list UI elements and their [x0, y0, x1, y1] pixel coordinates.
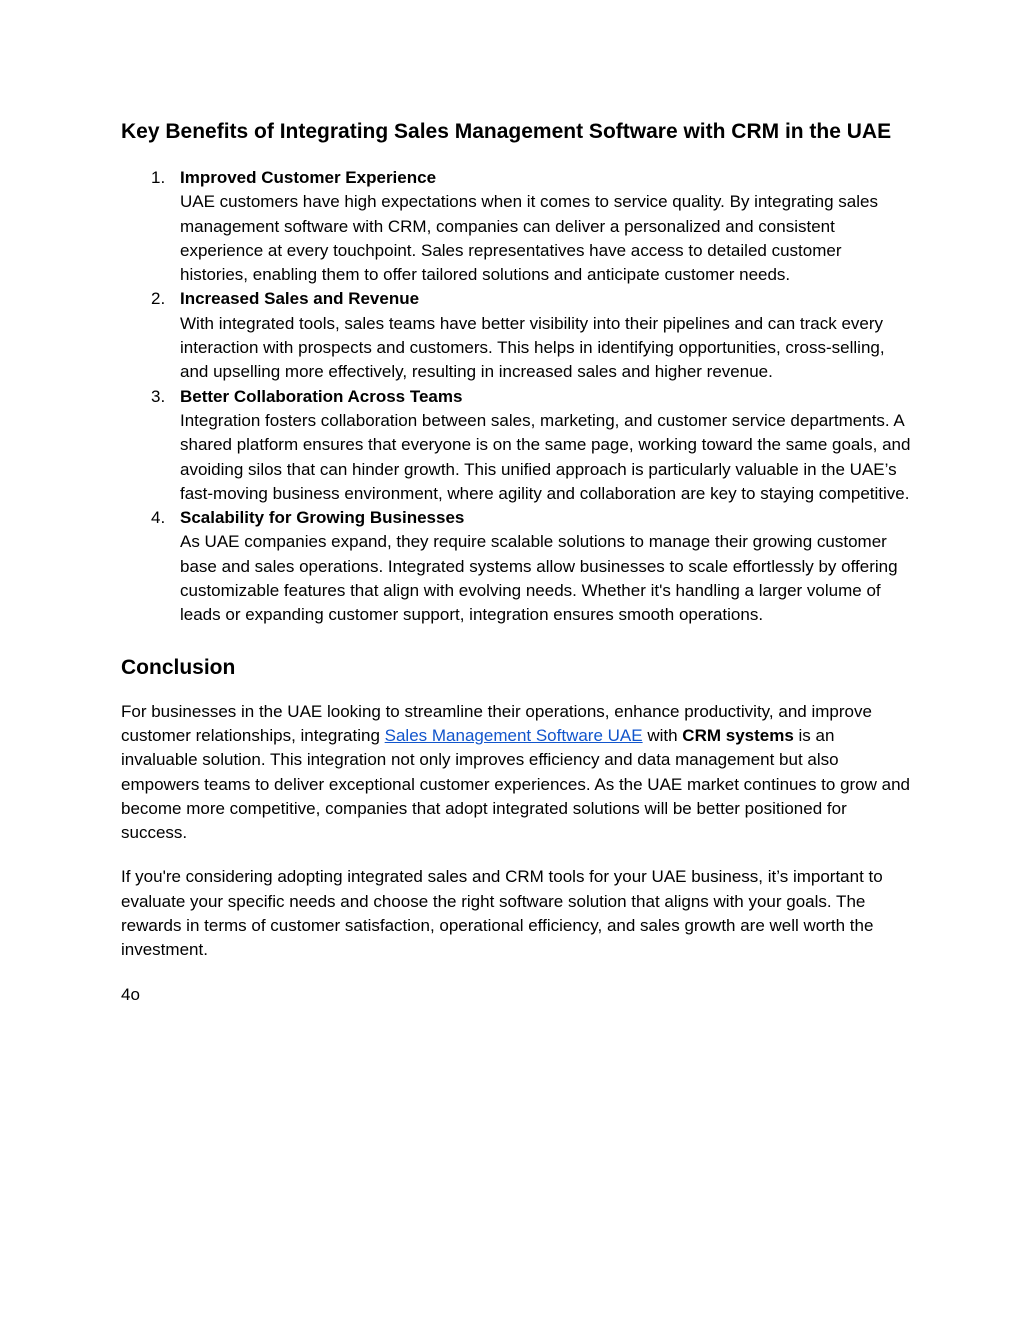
list-item-title: Scalability for Growing Businesses — [180, 508, 465, 528]
list-item-title: Better Collaboration Across Teams — [180, 386, 463, 406]
benefits-list — [121, 166, 911, 628]
document-page — [121, 117, 911, 1007]
list-item-number: 3. — [151, 386, 166, 406]
list-item — [121, 166, 911, 287]
page-title: Key Benefits of Integrating Sales Management Software with CRM in the UAE — [121, 120, 892, 143]
paragraph-text: with — [642, 725, 683, 745]
footer-note: 4o — [121, 984, 140, 1004]
list-item-text: UAE customers have high expectations when it comes to service quality. By integrating sales management software with CRM, companies can deliver a personalized and consistent experience at every touchpoint. Sales representatives have access to detailed customer histories, enabling them to offer tailored solutions and anticipate customer needs. — [180, 192, 878, 285]
list-item-text: With integrated tools, sales teams have better visibility into their pipelines and can track every interaction with prospects and customers. This helps in identifying opportunities, cross-selling, and upselling more effectively, resulting in increased sales and higher revenue. — [180, 313, 885, 382]
sales-management-software-link[interactable]: Sales Management Software UAE — [384, 725, 643, 745]
list-item-title: Improved Customer Experience — [180, 168, 437, 187]
list-item — [121, 506, 911, 627]
list-item-text: As UAE companies expand, they require scalable solutions to manage their growing customer base and sales operations. Integrated systems allow businesses to scale effortlessly by offering customizable features that align with evolving needs. Whether it's handling a larger volume of leads or expanding customer support, integration ensures smooth operations. — [180, 532, 898, 625]
paragraph-text: For businesses in the UAE looking to streamline their operations, enhance productivity, and improve customer relationships, integrating — [121, 701, 872, 745]
conclusion-heading: Conclusion — [121, 655, 236, 679]
crm-systems-emphasis: CRM systems — [682, 725, 794, 745]
list-item-number: 2. — [151, 289, 166, 309]
list-item-text: Integration fosters collaboration between sales, marketing, and customer service departments. A shared platform ensures that everyone is on the same page, working toward the same goals, and avoiding silos that can hinder growth. This unified approach is particularly valuable in the UAE’s fast-moving business environment, where agility and collaboration are key to staying competitive. — [180, 410, 911, 503]
paragraph-text: is an invaluable solution. This integration not only improves efficiency and data management but also empowers teams to deliver exceptional customer experiences. As the UAE market continues to grow and become more competitive, companies that adopt integrated solutions will be better positioned for success. — [121, 725, 910, 843]
list-item-number: 4. — [151, 508, 166, 528]
list-item-number: 1. — [151, 168, 166, 187]
list-item-title: Increased Sales and Revenue — [180, 289, 420, 309]
conclusion-paragraph-2: If you're considering adopting integrated sales and CRM tools for your UAE business, it’s important to evaluate your specific needs and choose the right software solution that aligns with your goals. The rewards in terms of customer satisfaction, operational efficiency, and sales growth are well worth the investment. — [121, 867, 883, 960]
list-item — [121, 385, 911, 506]
conclusion-paragraph-1 — [121, 700, 911, 846]
list-item — [121, 287, 911, 384]
